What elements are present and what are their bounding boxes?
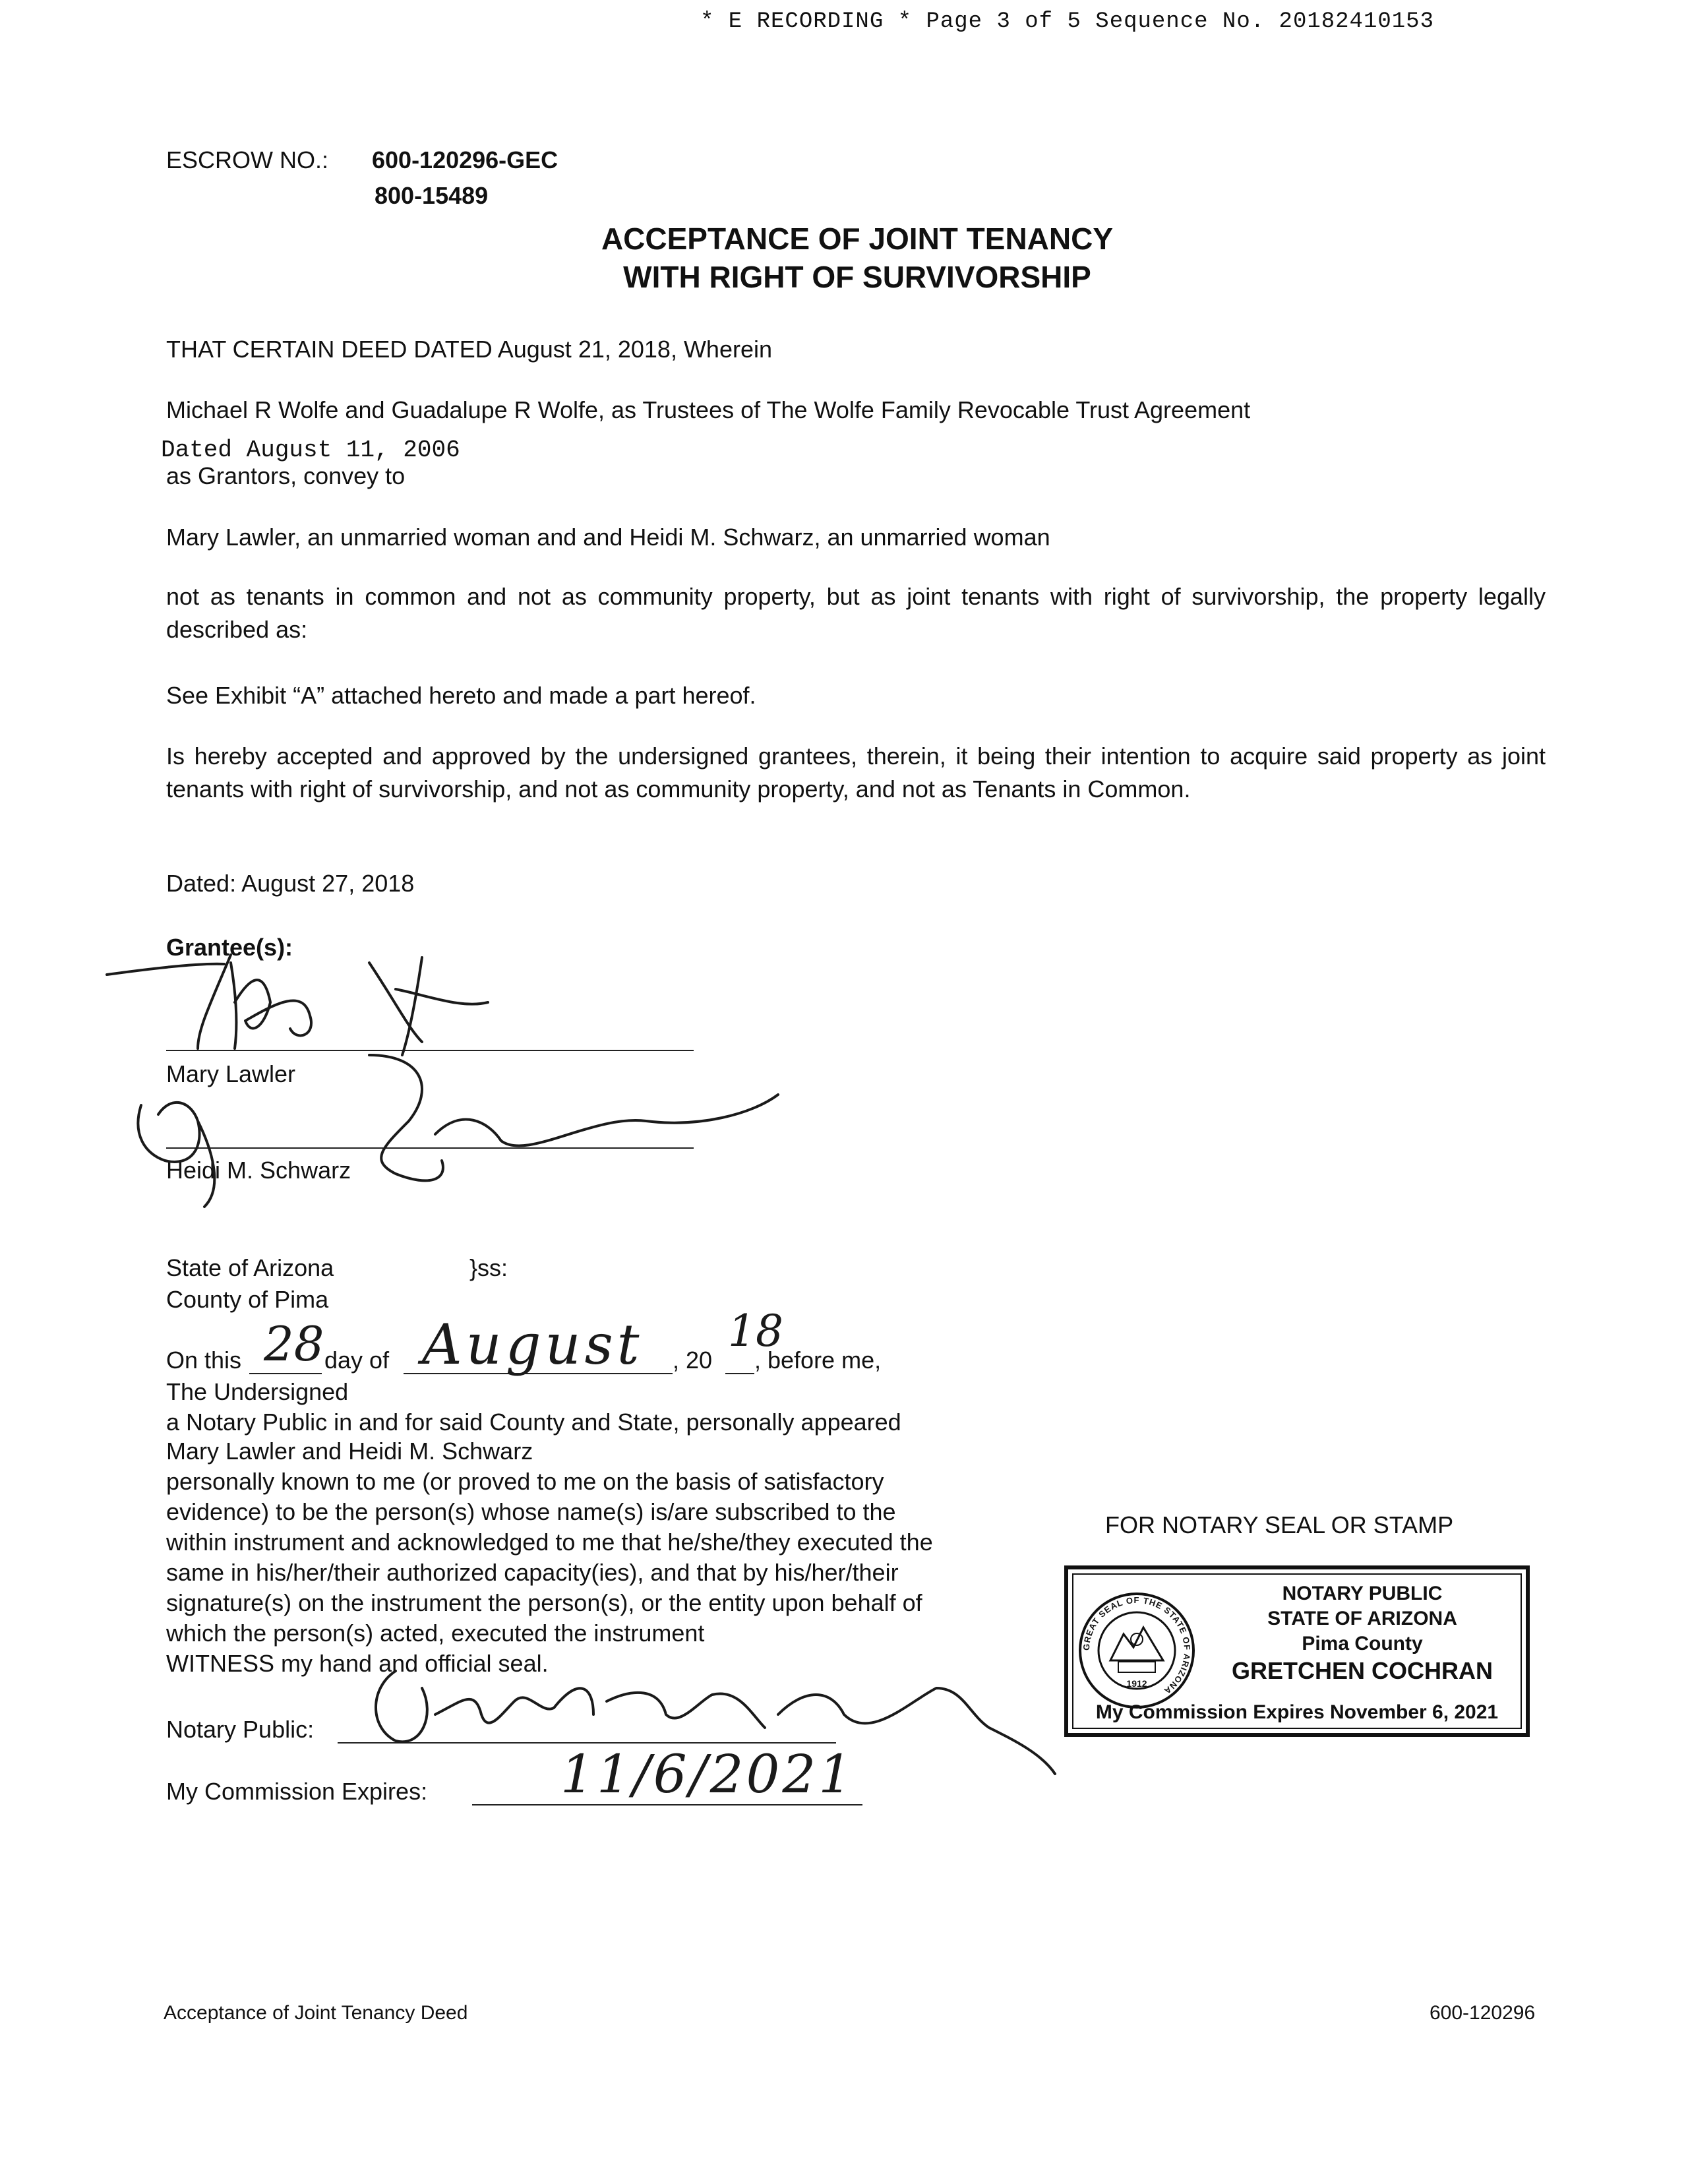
grantors-text: Michael R Wolfe and Guadalupe R Wolfe, as Trustees of The Wolfe Family Revocable Trust Agreement: [166, 396, 1251, 423]
ack-line-a: a Notary Public in and for said County and State, personally appeared: [166, 1409, 901, 1436]
ack-body-line-5: signature(s) on the instrument the person(s), or the entity upon behalf of: [166, 1589, 922, 1616]
document-title-line-1: ACCEPTANCE OF JOINT TENANCY: [601, 222, 1114, 256]
handwritten-commission-date: 11/6/2021: [560, 1744, 855, 1805]
tenancy-paragraph: not as tenants in common and not as community property, but as joint tenants with right of survivorship, the property legally described as:: [166, 583, 1546, 643]
ack-body-line-1: personally known to me (or proved to me on the basis of satisfactory: [166, 1468, 884, 1495]
signature-line-heidi: [166, 1147, 694, 1149]
stamp-text-block: [1199, 1581, 1526, 1685]
grantee-name-heidi: Heidi M. Schwarz: [166, 1157, 351, 1184]
seal-ring-text: GREAT SEAL OF THE STATE OF ARIZONA: [1081, 1594, 1193, 1697]
ack-body-line-4: same in his/her/their authorized capacity(ies), and that by his/her/their: [166, 1559, 899, 1586]
grantees-label: Grantee(s):: [166, 934, 293, 961]
handwritten-month: August: [422, 1312, 644, 1377]
acceptance-paragraph: Is hereby accepted and approved by the undersigned grantees, therein, it being their intention to acquire said property as joint tenants with right of survivorship, and not as community property, and not as Tenants in Common.: [166, 743, 1546, 803]
ack-body-line-3: within instrument and acknowledged to me that he/she/they executed the: [166, 1529, 933, 1556]
recording-header: * E RECORDING * Page 3 of 5 Sequence No. 20182410153: [700, 9, 1434, 34]
grantee-name-mary: Mary Lawler: [166, 1060, 296, 1087]
handwritten-year: 18: [728, 1306, 783, 1356]
document-title-line-2: WITH RIGHT OF SURVIVORSHIP: [623, 260, 1091, 294]
ack-undersigned: The Undersigned: [166, 1378, 349, 1405]
escrow-number-primary: 600-120296-GEC: [372, 146, 558, 173]
notary-public-label: Notary Public:: [166, 1716, 315, 1743]
venue-county: County of Pima: [166, 1286, 329, 1313]
grantees-text: Mary Lawler, an unmarried woman and and Heidi M. Schwarz, an unmarried woman: [166, 524, 1050, 551]
stamp-line-notary-public: NOTARY PUBLIC: [1282, 1583, 1443, 1604]
ack-witness: WITNESS my hand and official seal.: [166, 1650, 549, 1677]
escrow-number-secondary: 800-15489: [375, 182, 489, 209]
ack-day-of: day of: [324, 1347, 390, 1374]
ack-before-me: , before me,: [754, 1347, 882, 1374]
year-blank: [725, 1373, 754, 1374]
venue-state: State of Arizona: [166, 1254, 334, 1281]
signature-mary-lawler: [107, 955, 488, 1055]
grantors-dated: Dated August 11, 2006: [161, 437, 460, 464]
handwritten-day: 28: [264, 1316, 324, 1372]
grantors-convey: as Grantors, convey to: [166, 462, 406, 489]
stamp-commission-expires: My Commission Expires November 6, 2021: [1095, 1701, 1499, 1723]
seal-area-label: FOR NOTARY SEAL OR STAMP: [1105, 1511, 1454, 1538]
escrow-label: ESCROW NO.:: [166, 146, 329, 173]
commission-expires-label: My Commission Expires:: [166, 1778, 428, 1805]
exhibit-reference: See Exhibit “A” attached hereto and made a part hereof.: [166, 682, 756, 709]
ack-appeared-names: Mary Lawler and Heidi M. Schwarz: [166, 1438, 533, 1465]
signature-line-mary: [166, 1050, 694, 1051]
ack-year-prefix: , 20: [673, 1347, 713, 1374]
ack-body-line-6: which the person(s) acted, executed the instrument: [166, 1620, 705, 1647]
ack-on-this: On this: [166, 1347, 242, 1374]
dated-line: Dated: August 27, 2018: [166, 870, 415, 897]
stamp-notary-name: GRETCHEN COCHRAN: [1232, 1657, 1493, 1684]
notary-stamp: [1064, 1565, 1530, 1737]
venue-ss: }ss:: [469, 1254, 508, 1281]
state-seal-icon: [1077, 1581, 1196, 1720]
ack-body-line-2: evidence) to be the person(s) whose name(s) is/are subscribed to the: [166, 1498, 896, 1525]
footer-document-name: Acceptance of Joint Tenancy Deed: [164, 2002, 468, 2024]
deed-intro: THAT CERTAIN DEED DATED August 21, 2018, Wherein: [166, 336, 773, 363]
seal-year: 1912: [1126, 1678, 1147, 1689]
stamp-line-county: Pima County: [1302, 1633, 1423, 1654]
footer-file-number: 600-120296: [1430, 2002, 1536, 2024]
stamp-line-state: STATE OF ARIZONA: [1267, 1608, 1457, 1629]
day-blank: [249, 1373, 322, 1374]
